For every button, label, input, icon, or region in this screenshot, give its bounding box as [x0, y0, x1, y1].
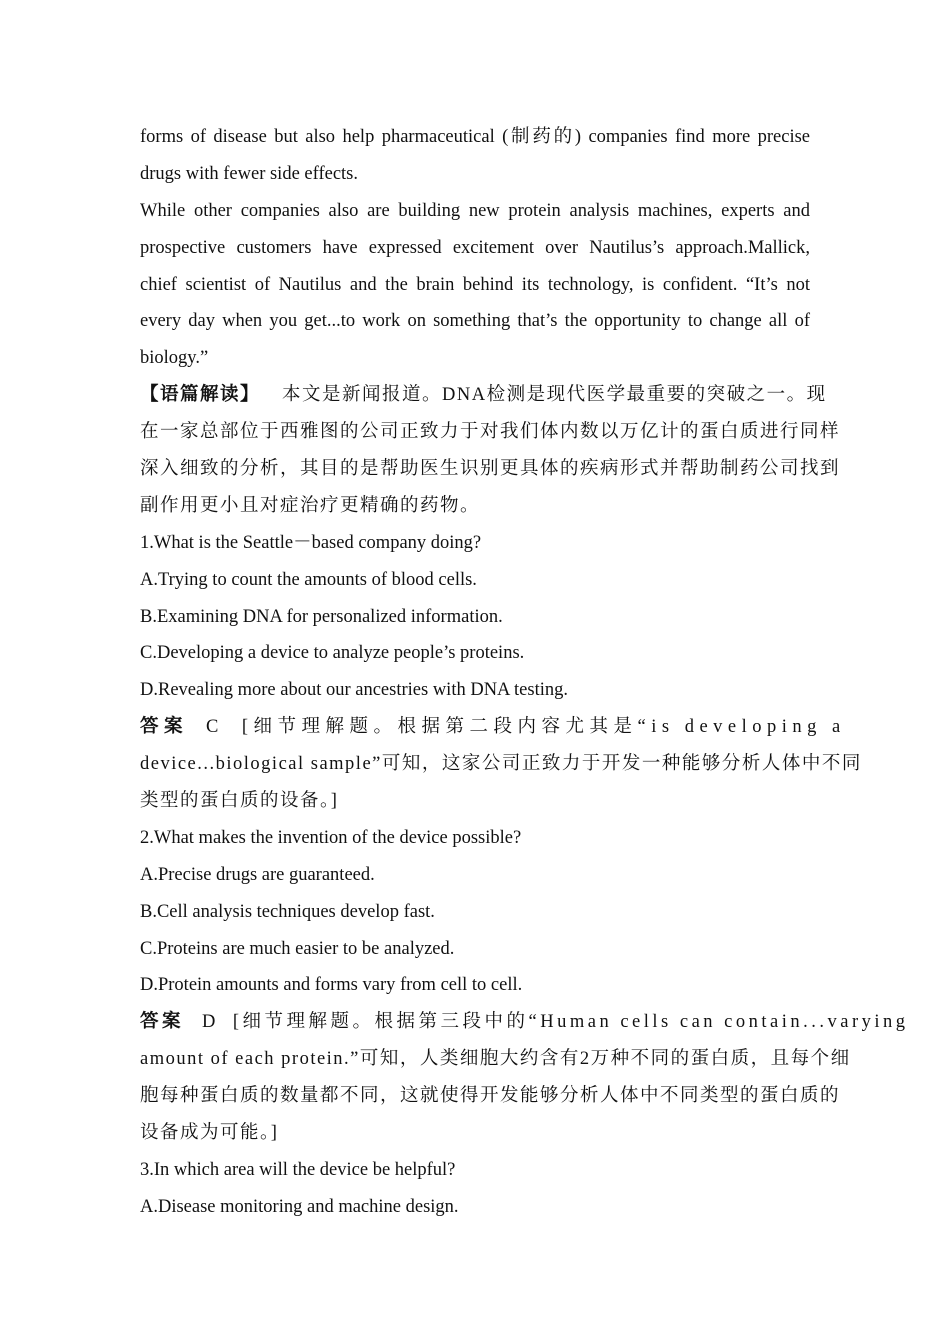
summary-line: 副作用更小且对症治疗更精确的药物。	[140, 495, 481, 516]
q1-explanation-line: device...biological sample”可知，这家公司正致力于开发一种能够分析人体中不同	[140, 754, 862, 775]
passage-line: every day when you get...to work on something that’s the opportunity to change all of	[140, 311, 810, 332]
q3-option-a: A.Disease monitoring and machine design.	[140, 1196, 459, 1217]
q1-option-c: C.Developing a device to analyze people’s proteins.	[140, 643, 525, 664]
answer-letter: D	[202, 1012, 219, 1033]
summary-line: 在一家总部位于西雅图的公司正致力于对我们体内数以万亿计的蛋白质进行同样	[140, 422, 841, 443]
q1-option-d: D.Revealing more about our ancestries with DNA testing.	[140, 680, 568, 701]
q2-option-b: B.Cell analysis techniques develop fast.	[140, 901, 435, 922]
passage-line: forms of disease but also help pharmaceutical (制药的) companies find more precise	[140, 127, 810, 147]
answer-explanation: [细节理解题。根据第三段中的“Human cells can contain...varying	[232, 1012, 909, 1033]
q2-option-a: A.Precise drugs are guaranteed.	[140, 864, 375, 885]
passage-line: drugs with fewer side effects.	[140, 163, 358, 184]
answer-label: 答案	[140, 1012, 185, 1033]
passage-line: chief scientist of Nautilus and the brain behind its technology, is confident. “It’s not	[140, 274, 810, 295]
q2-answer-line	[140, 1004, 909, 1041]
answer-explanation: [细节理解题。根据第二段内容尤其是“is developing a	[241, 717, 846, 738]
summary-line	[140, 377, 827, 414]
passage-line: While other companies also are building new protein analysis machines, experts and	[140, 200, 810, 221]
answer-letter: C	[206, 717, 224, 738]
question-2: 2.What makes the invention of the device possible?	[140, 827, 522, 848]
question-1: 1.What is the Seattle－based company doing?	[140, 532, 482, 553]
q2-explanation-line: 胞每种蛋白质的数量都不同，这就使得开发能够分析人体中不同类型的蛋白质的	[140, 1086, 841, 1107]
q1-answer-line	[140, 709, 846, 746]
q2-explanation-line: amount of each protein.”可知，人类细胞大约含有2万种不同的蛋白质，且每个细	[140, 1049, 851, 1070]
summary-line: 深入细致的分析，其目的是帮助医生识别更具体的疾病形式并帮助制药公司找到	[140, 459, 841, 480]
q2-option-c: C.Proteins are much easier to be analyzed.	[140, 938, 455, 959]
passage-line: biology.”	[140, 348, 209, 369]
answer-label: 答案	[140, 717, 189, 738]
q1-option-b: B.Examining DNA for personalized information.	[140, 606, 503, 627]
summary-text: 本文是新闻报道。DNA检测是现代医学最重要的突破之一。现	[282, 385, 827, 406]
passage-line: prospective customers have expressed excitement over Nautilus’s approach.Mallick,	[140, 237, 810, 258]
summary-heading: 【语篇解读】	[140, 385, 261, 406]
document-page	[140, 119, 909, 1226]
q2-explanation-line: 设备成为可能。]	[140, 1123, 279, 1144]
q1-option-a: A.Trying to count the amounts of blood cells.	[140, 569, 477, 590]
q1-explanation-line: 类型的蛋白质的设备。]	[140, 791, 339, 812]
question-3: 3.In which area will the device be helpful?	[140, 1159, 456, 1180]
q2-option-d: D.Protein amounts and forms vary from cell to cell.	[140, 975, 523, 996]
